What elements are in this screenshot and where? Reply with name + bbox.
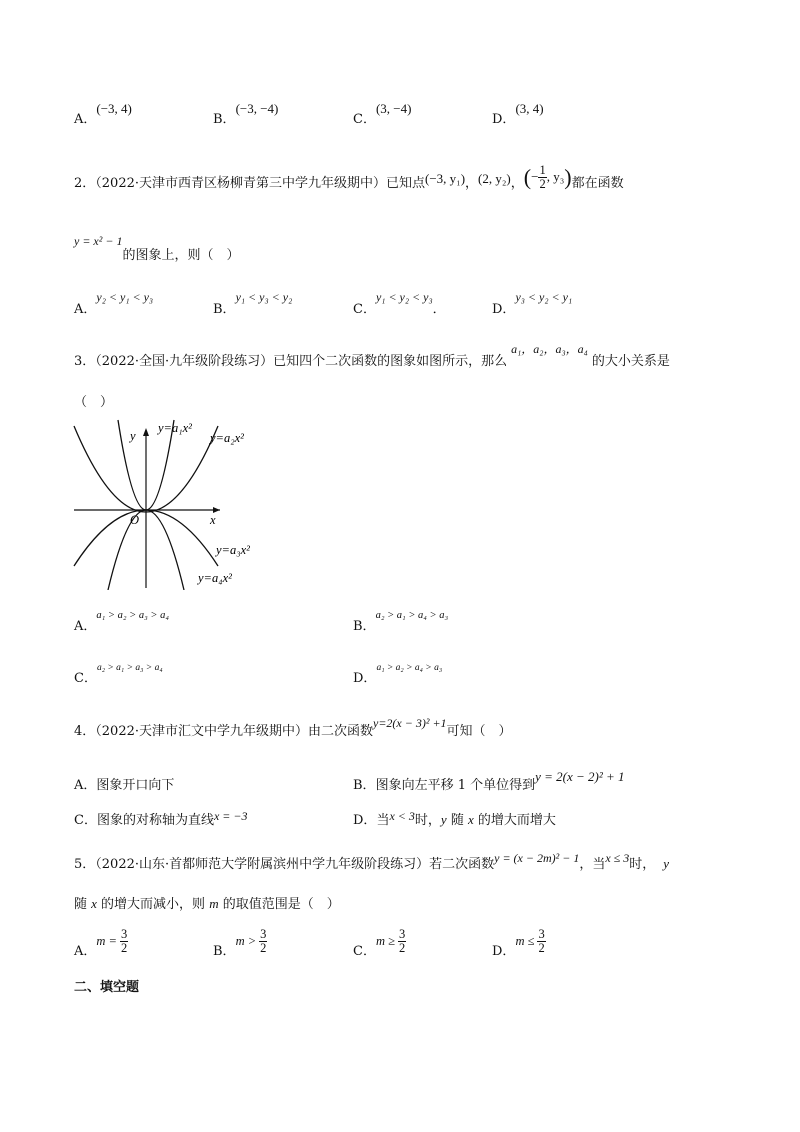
fraction: [398, 928, 406, 955]
option-letter: D．: [353, 813, 377, 828]
fraction: [538, 164, 546, 191]
option-expr: (−3, 4): [96, 101, 132, 116]
option-expr: y₁ < y₃ < y₂: [235, 290, 293, 304]
option-text: 当: [376, 813, 390, 828]
q5-stem-text: 5．（2022·山东·首都师范大学附属滨州中学九年级阶段练习）若二次函数: [74, 857, 495, 872]
q5-line2-text: 的取值范围是（ ）: [218, 897, 340, 912]
option-text: 的增大而增大: [473, 813, 556, 828]
y-axis-label: y: [130, 429, 136, 443]
x-axis-label: x: [210, 513, 216, 527]
q4-option-a: [74, 774, 174, 793]
q5-option-b: [213, 927, 267, 959]
option-letter: A．: [74, 112, 97, 127]
q3-option-d: [353, 663, 443, 686]
paren-close: ): [564, 164, 572, 190]
denominator: 2: [539, 177, 546, 191]
q2-point-1: (−3, y₁): [425, 171, 466, 186]
q5-stem-mid: ，当: [579, 857, 606, 872]
prev-option-a: [74, 101, 132, 127]
option-letter: C．: [353, 302, 376, 317]
q2-stem-text: 2．（2022·天津市西青区杨柳青第三中学九年级期中）已知点: [74, 176, 425, 191]
option-text: 时，: [414, 813, 441, 828]
q4-stem-text: 4．（2022·天津市汇文中学九年级期中）由二次函数: [74, 724, 373, 739]
option-letter: A．: [74, 944, 97, 959]
denominator: 2: [260, 941, 267, 955]
q2-point-3: [524, 164, 572, 191]
var-y: y: [663, 856, 670, 871]
q5-stem-end: 时，: [629, 857, 656, 872]
option-text: 随: [446, 813, 468, 828]
option-letter: A．: [74, 619, 97, 634]
option-letter: C．: [353, 112, 376, 127]
fraction: [259, 928, 267, 955]
option-letter: B．: [353, 778, 376, 793]
curve-label-1: y=a₁x²: [158, 421, 192, 435]
option-expr: a₁ > a₂ > a₃ > a₄: [96, 610, 169, 621]
denominator: 2: [398, 941, 406, 955]
var-m: m: [209, 896, 219, 911]
paren-open: (: [523, 164, 532, 190]
q5-line2-text: 的增大而减小，则: [96, 897, 210, 912]
fraction: [537, 928, 545, 955]
curve-label-3: y=a₃x²: [216, 543, 250, 557]
option-letter: D．: [492, 302, 516, 317]
option-expr: (3, 4): [515, 101, 544, 116]
q2-stem2: 的图象上，则（ ）: [122, 248, 240, 263]
q4-option-b: [353, 769, 625, 793]
option-text: 图象开口向下: [96, 778, 175, 793]
q3-stem-text: 3．（2022·全国·九年级阶段练习）已知四个二次函数的图象如图所示，那么: [74, 354, 508, 369]
y-axis-arrow: [143, 428, 149, 436]
option-tail: ．: [432, 302, 446, 317]
denominator: 2: [120, 941, 128, 955]
parabola-graph: [70, 418, 260, 590]
option-letter: C．: [74, 813, 97, 828]
fraction: [120, 928, 128, 955]
option-expr: a₂ > a₁ > a₄ > a₃: [375, 610, 449, 621]
var-x: x: [467, 812, 474, 827]
option-expr: (3, −4): [375, 101, 412, 116]
q5-function: y = (x − 2m)² − 1: [494, 851, 580, 865]
numerator: 3: [120, 927, 128, 941]
option-expr: y₂ < y₁ < y₃: [96, 290, 154, 304]
option-lhs: m =: [96, 934, 117, 948]
y3: , y₃: [546, 169, 565, 184]
q3-option-b: [353, 610, 449, 634]
minus: −: [531, 169, 539, 184]
q5-stem: [74, 853, 669, 872]
option-letter: D．: [492, 112, 516, 127]
q2-stem-end: 都在函数: [571, 176, 624, 191]
q2-function: y = x² − 1: [74, 234, 123, 248]
q2-stem-line2: [74, 234, 240, 263]
origin-label: O: [130, 513, 140, 527]
option-letter: A．: [74, 302, 97, 317]
option-expr: a₂ > a₁ > a₃ > a₄: [96, 663, 163, 673]
numerator: 3: [398, 927, 406, 941]
option-text: 图象向左平移 1 个单位得到: [375, 778, 536, 793]
option-expr: a₁ > a₂ > a₄ > a₃: [376, 663, 443, 673]
option-letter: B．: [213, 302, 236, 317]
denominator: 2: [538, 941, 545, 955]
option-letter: B．: [213, 112, 236, 127]
q2-option-c: [353, 290, 446, 317]
option-expr: y₃ < y₂ < y₁: [515, 290, 573, 304]
prev-option-c: [353, 101, 412, 127]
var-x: x: [91, 896, 97, 911]
option-text: 图象的对称轴为直线: [96, 813, 214, 828]
curve-label-2: y=a₂x²: [210, 431, 244, 445]
curve-label-4: y=a₄x²: [198, 571, 232, 585]
q2-option-b: [213, 290, 293, 317]
option-expr: y₁ < y₂ < y₃: [375, 290, 433, 304]
prev-option-d: [492, 101, 544, 127]
option-letter: B．: [353, 619, 376, 634]
option-letter: B．: [213, 944, 236, 959]
option-lhs: m >: [235, 934, 257, 948]
option-letter: C．: [74, 671, 97, 686]
q3-vars: a₁，a₂，a₃，a₄: [511, 342, 588, 356]
option-letter: A．: [74, 778, 97, 793]
q4-option-c: [74, 809, 248, 828]
q5-option-d: [492, 927, 546, 959]
q2-sep: ，: [510, 176, 524, 191]
q3-paren: （ ）: [74, 395, 114, 410]
q3-option-c: [74, 663, 163, 686]
q3-option-a: [74, 610, 169, 634]
q5-line2-text: 随: [74, 897, 92, 912]
option-letter: C．: [353, 944, 376, 959]
q5-option-a: [74, 927, 128, 959]
option-lhs: m ≥: [375, 934, 395, 948]
var-y: y: [440, 812, 447, 827]
q4-function: y=2(x − 3)² +1: [373, 716, 447, 730]
option-letter: D．: [353, 671, 377, 686]
option-expr: x < 3: [389, 809, 415, 823]
q4-stem: [74, 716, 512, 739]
q2-option-d: [492, 290, 573, 317]
q3-stem-end: 的大小关系是: [591, 354, 670, 369]
numerator: 3: [260, 927, 267, 941]
option-expr: x = −3: [213, 809, 248, 823]
q4-option-d: [353, 809, 556, 828]
q4-stem-end: 可知（ ）: [446, 724, 512, 739]
q3-stem: [74, 342, 670, 369]
section-title: 二、填空题: [74, 980, 140, 995]
numerator: 1: [539, 163, 546, 177]
q2-stem: [74, 163, 624, 197]
q5-condition: x ≤ 3: [605, 851, 630, 865]
prev-option-b: [213, 101, 279, 127]
q2-point-2: (2, y₂): [478, 171, 511, 186]
option-letter: D．: [492, 944, 516, 959]
option-lhs: m ≤: [515, 934, 535, 948]
option-expr: y = 2(x − 2)² + 1: [535, 769, 625, 784]
q2-sep: ，: [465, 176, 479, 191]
option-expr: (−3, −4): [235, 101, 279, 116]
numerator: 3: [538, 927, 545, 941]
q2-option-a: [74, 290, 154, 317]
q5-stem-line2: [74, 893, 340, 912]
q5-option-c: [353, 927, 406, 959]
